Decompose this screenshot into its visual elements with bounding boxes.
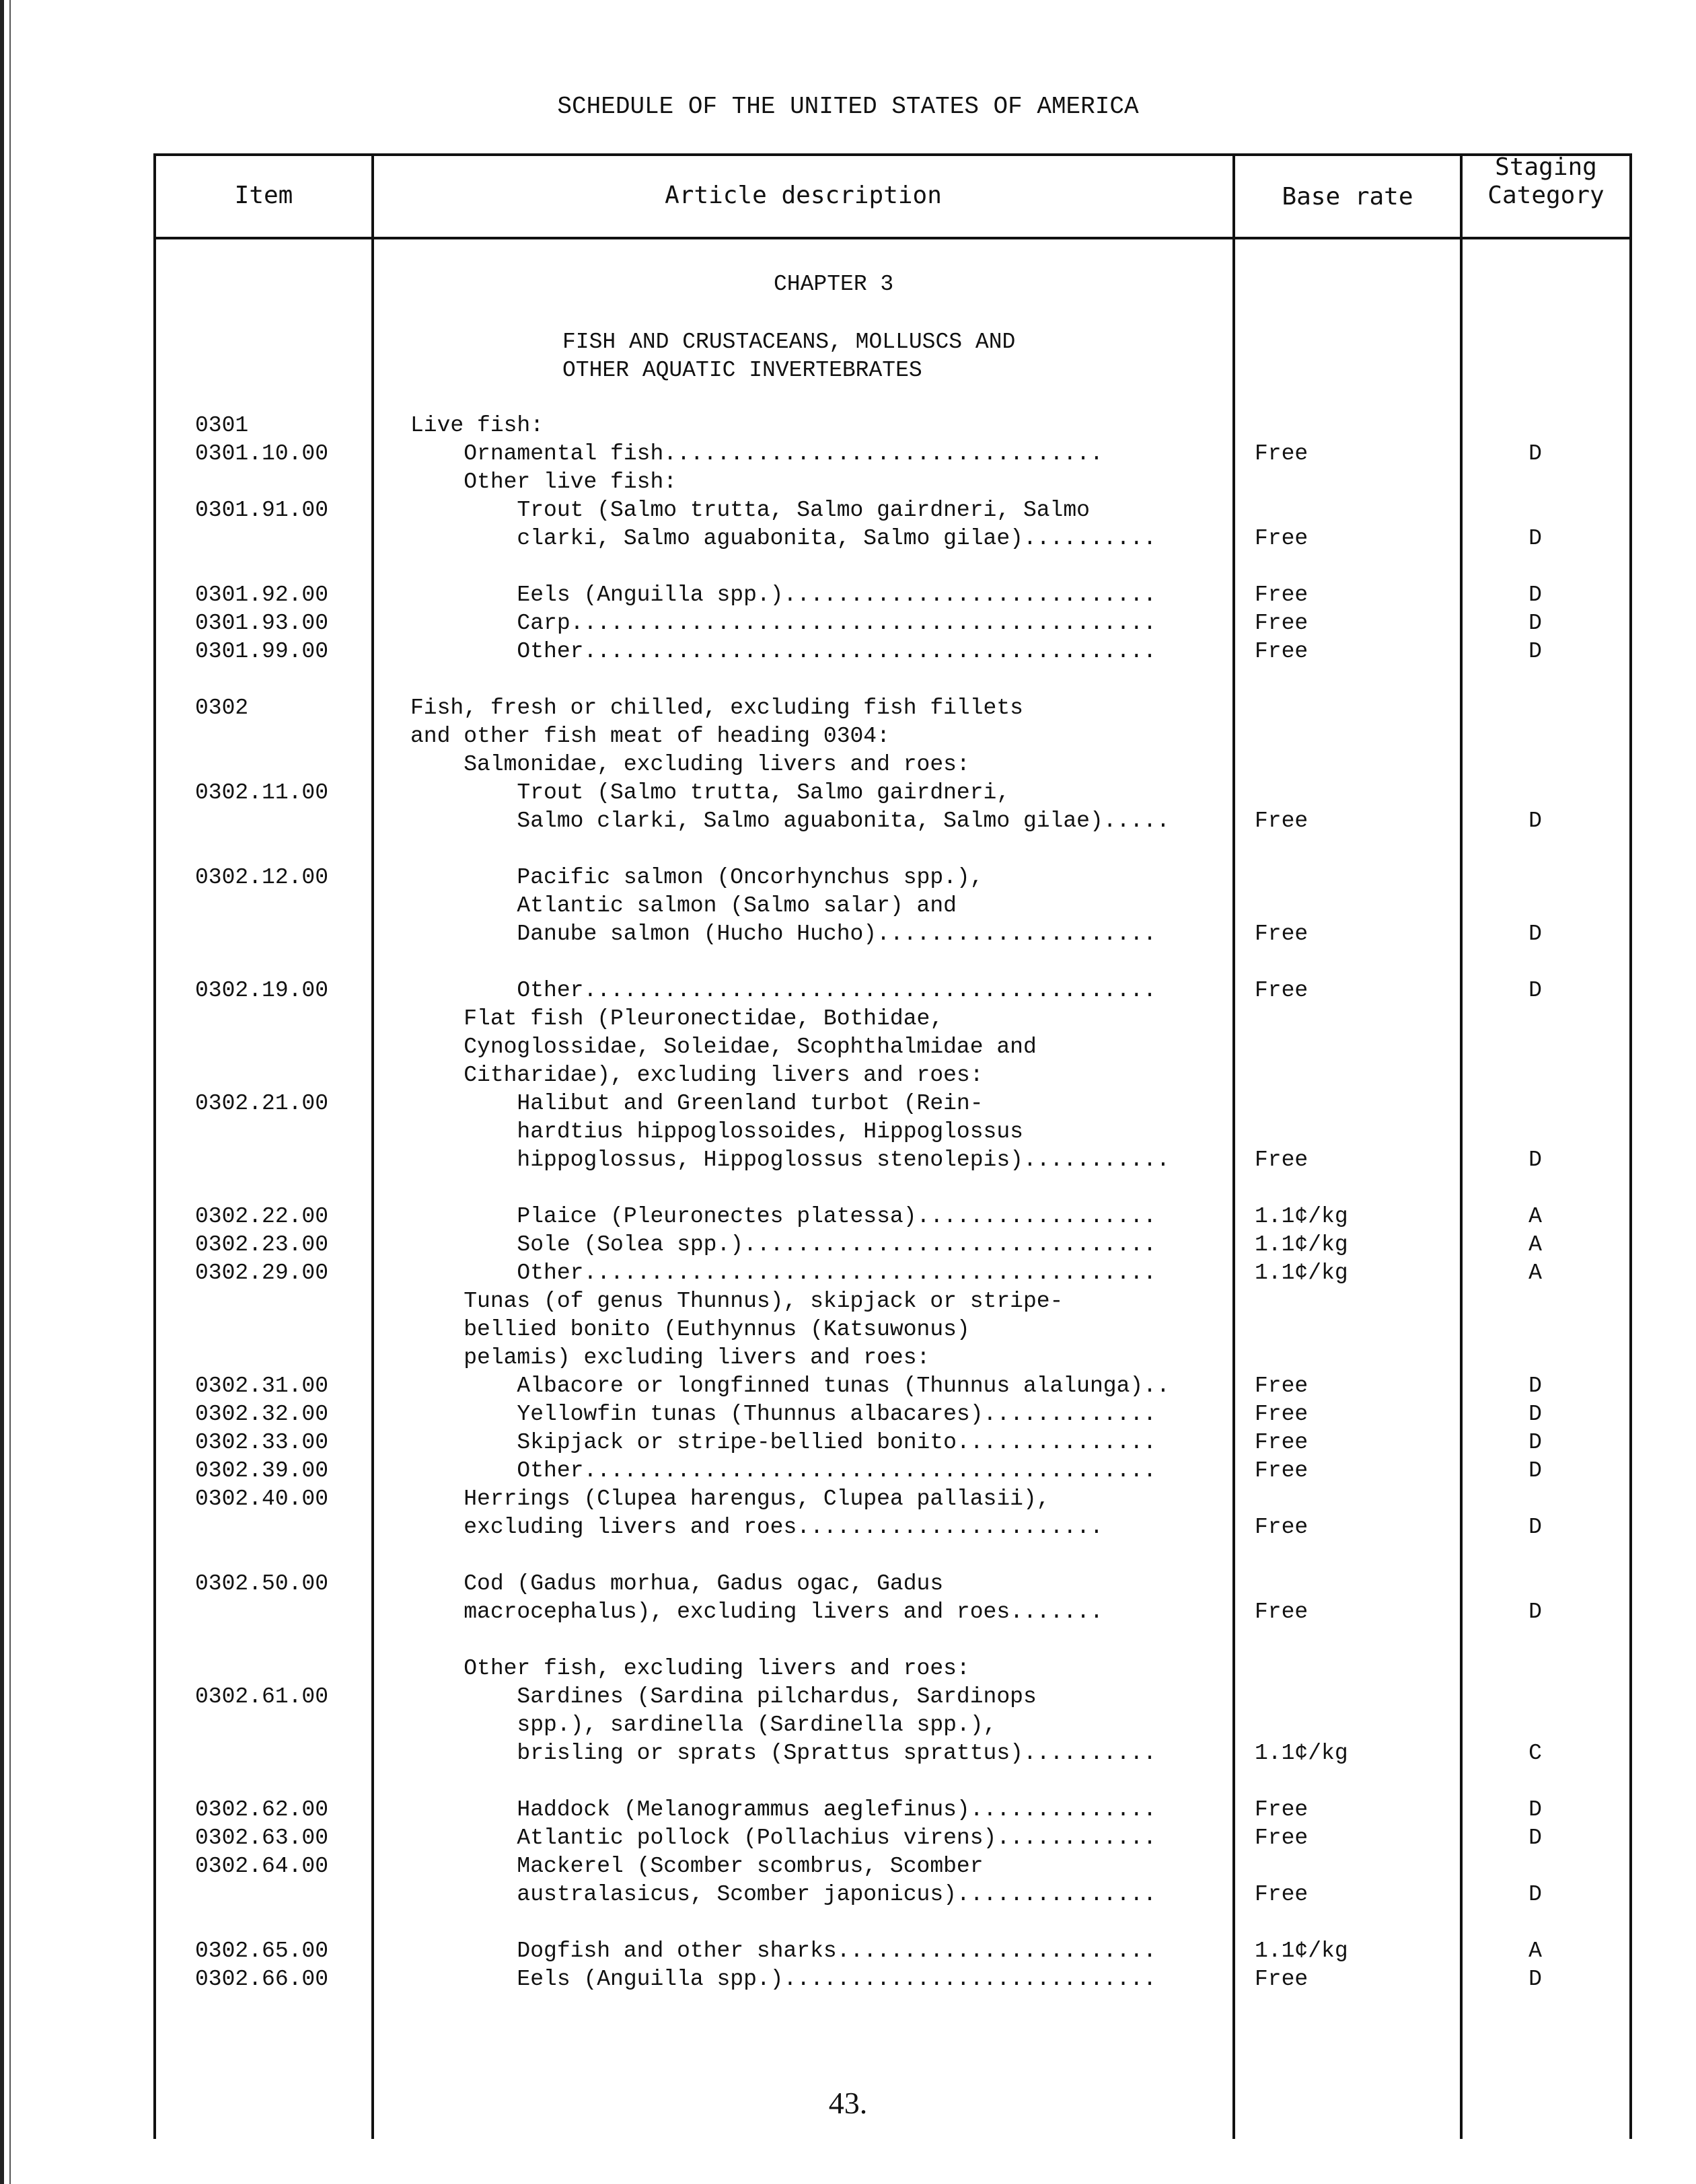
article-description: Ornamental fish................................. [410, 441, 1103, 466]
table-row [0, 1457, 1696, 1485]
item-code: 0302.22.00 [195, 1204, 329, 1229]
staging-category: D [1528, 1967, 1542, 1992]
table-row [0, 1316, 1696, 1344]
table-top-border [153, 153, 1632, 156]
item-code: 0302.40.00 [195, 1486, 329, 1511]
base-rate: 1.1¢/kg [1255, 1741, 1348, 1766]
staging-category: D [1528, 1458, 1542, 1483]
base-rate: Free [1255, 441, 1308, 466]
table-row [0, 468, 1696, 496]
article-description: clarki, Salmo aguabonita, Salmo gilae).......... [410, 526, 1156, 551]
item-code: 0302.31.00 [195, 1373, 329, 1398]
article-description: Yellowfin tunas (Thunnus albacares)............. [410, 1402, 1156, 1427]
article-description: Albacore or longfinned tunas (Thunnus alalunga).. [410, 1373, 1170, 1398]
base-rate: Free [1255, 611, 1308, 636]
base-rate: Free [1255, 921, 1308, 946]
item-code: 0302.12.00 [195, 865, 329, 890]
page-title: SCHEDULE OF THE UNITED STATES OF AMERICA [557, 93, 1139, 120]
base-rate: Free [1255, 1599, 1308, 1624]
item-code: 0302.61.00 [195, 1684, 329, 1709]
staging-category: A [1528, 1260, 1542, 1285]
header-base-rate: Base rate [1282, 183, 1413, 211]
base-rate: Free [1255, 978, 1308, 1003]
table-row [0, 1259, 1696, 1287]
article-description: hippoglossus, Hippoglossus stenolepis)........... [410, 1147, 1170, 1172]
table-row [0, 581, 1696, 609]
header-description: Article description [665, 182, 942, 209]
staging-category: D [1528, 639, 1542, 664]
table-row [0, 1203, 1696, 1231]
staging-category: D [1528, 611, 1542, 636]
table-row [0, 525, 1696, 553]
article-description: Salmo clarki, Salmo aguabonita, Salmo gilae)..... [410, 808, 1170, 833]
header-staging-line1: Staging [1495, 153, 1597, 181]
staging-category: D [1528, 441, 1542, 466]
item-code: 0302.32.00 [195, 1402, 329, 1427]
article-description: Herrings (Clupea harengus, Clupea pallasii), [410, 1486, 1050, 1511]
article-description: excluding livers and roes....................... [410, 1515, 1103, 1540]
base-rate: Free [1255, 1402, 1308, 1427]
article-description: Eels (Anguilla spp.)............................ [410, 1967, 1156, 1992]
article-description: Citharidae), excluding livers and roes: [410, 1063, 984, 1088]
item-code: 0302.63.00 [195, 1825, 329, 1850]
article-description: Dogfish and other sharks........................ [410, 1938, 1156, 1963]
table-row [0, 1852, 1696, 1881]
item-code: 0302.66.00 [195, 1967, 329, 1992]
table-row [0, 694, 1696, 722]
item-code: 0302.19.00 [195, 978, 329, 1003]
article-description: Other........................................... [410, 1458, 1156, 1483]
article-description: Sardines (Sardina pilchardus, Sardinops [410, 1684, 1037, 1709]
staging-category: D [1528, 582, 1542, 607]
table-row [0, 1598, 1696, 1626]
item-code: 0302.11.00 [195, 780, 329, 805]
table-row [0, 1683, 1696, 1711]
article-description: Trout (Salmo trutta, Salmo gairdneri, [410, 780, 1010, 805]
item-code: 0302 [195, 695, 249, 720]
table-row [0, 1400, 1696, 1429]
staging-category: D [1528, 526, 1542, 551]
chapter-heading: CHAPTER 3 [774, 272, 894, 297]
base-rate: Free [1255, 1882, 1308, 1907]
base-rate: 1.1¢/kg [1255, 1232, 1348, 1257]
staging-category: D [1528, 808, 1542, 833]
article-description: Haddock (Melanogrammus aeglefinus).............. [410, 1797, 1156, 1822]
table-row [0, 1570, 1696, 1598]
table-row [0, 1090, 1696, 1118]
staging-category: A [1528, 1938, 1542, 1963]
item-code: 0302.62.00 [195, 1797, 329, 1822]
table-row [0, 1937, 1696, 1965]
staging-category: D [1528, 1402, 1542, 1427]
table-row [0, 1429, 1696, 1457]
item-code: 0301.10.00 [195, 441, 329, 466]
base-rate: Free [1255, 1430, 1308, 1455]
article-description: Other........................................... [410, 978, 1156, 1003]
table-row [0, 722, 1696, 751]
article-description: Atlantic pollock (Pollachius virens)............ [410, 1825, 1156, 1850]
base-rate: 1.1¢/kg [1255, 1938, 1348, 1963]
base-rate: Free [1255, 1458, 1308, 1483]
article-description: pelamis) excluding livers and roes: [410, 1345, 930, 1370]
table-row [0, 1146, 1696, 1174]
article-description: australasicus, Scomber japonicus)............... [410, 1882, 1156, 1907]
base-rate: Free [1255, 582, 1308, 607]
article-description: Skipjack or stripe-bellied bonito............... [410, 1430, 1156, 1455]
page-number: 43. [828, 2086, 868, 2120]
item-code: 0301.93.00 [195, 611, 329, 636]
staging-category: D [1528, 978, 1542, 1003]
chapter-title-line1: FISH AND CRUSTACEANS, MOLLUSCS AND [562, 330, 1016, 354]
article-description: Other fish, excluding livers and roes: [410, 1656, 970, 1681]
table-row [0, 638, 1696, 666]
table-row [0, 751, 1696, 779]
table-row [0, 440, 1696, 468]
table-row [0, 1372, 1696, 1400]
staging-category: D [1528, 1430, 1542, 1455]
staging-category: A [1528, 1232, 1542, 1257]
base-rate: Free [1255, 1967, 1308, 1992]
table-row [0, 892, 1696, 920]
table-row [0, 977, 1696, 1005]
staging-category: A [1528, 1204, 1542, 1229]
staging-category: D [1528, 1825, 1542, 1850]
staging-category: D [1528, 1599, 1542, 1624]
base-rate: 1.1¢/kg [1255, 1204, 1348, 1229]
article-description: Eels (Anguilla spp.)............................ [410, 582, 1156, 607]
table-row [0, 1033, 1696, 1061]
base-rate: Free [1255, 1797, 1308, 1822]
staging-category: D [1528, 1882, 1542, 1907]
staging-category: D [1528, 1147, 1542, 1172]
item-code: 0301.91.00 [195, 498, 329, 523]
staging-category: D [1528, 1373, 1542, 1398]
table-row [0, 807, 1696, 835]
table-row [0, 1287, 1696, 1316]
header-item: Item [234, 182, 293, 209]
article-description: Danube salmon (Hucho Hucho)..................... [410, 921, 1156, 946]
article-description: Pacific salmon (Oncorhynchus spp.), [410, 865, 984, 890]
item-code: 0302.65.00 [195, 1938, 329, 1963]
table-row [0, 1711, 1696, 1739]
article-description: Other live fish: [410, 469, 677, 494]
article-description: Mackerel (Scomber scombrus, Scomber [410, 1854, 984, 1879]
table-row [0, 1118, 1696, 1146]
base-rate: Free [1255, 1515, 1308, 1540]
article-description: Sole (Solea spp.)............................... [410, 1232, 1156, 1257]
staging-category: D [1528, 921, 1542, 946]
base-rate: Free [1255, 639, 1308, 664]
table-row [0, 1739, 1696, 1768]
table-row [0, 1061, 1696, 1090]
article-description: Salmonidae, excluding livers and roes: [410, 752, 970, 777]
table-row [0, 1344, 1696, 1372]
base-rate: Free [1255, 1825, 1308, 1850]
article-description: Flat fish (Pleuronectidae, Bothidae, [410, 1006, 944, 1031]
item-code: 0302.50.00 [195, 1571, 329, 1596]
article-description: brisling or sprats (Sprattus sprattus).......... [410, 1741, 1156, 1766]
table-row [0, 1965, 1696, 1994]
item-code: 0302.33.00 [195, 1430, 329, 1455]
article-description: Plaice (Pleuronectes platessa).................. [410, 1204, 1156, 1229]
header-bottom-border [153, 237, 1632, 239]
table-row [0, 779, 1696, 807]
item-code: 0302.23.00 [195, 1232, 329, 1257]
item-code: 0301.92.00 [195, 582, 329, 607]
table-row [0, 1485, 1696, 1513]
base-rate: 1.1¢/kg [1255, 1260, 1348, 1285]
article-description: Trout (Salmo trutta, Salmo gairdneri, Salmo [410, 498, 1090, 523]
article-description: spp.), sardinella (Sardinella spp.), [410, 1712, 997, 1737]
staging-category: D [1528, 1515, 1542, 1540]
base-rate: Free [1255, 1373, 1308, 1398]
article-description: Tunas (of genus Thunnus), skipjack or stripe- [410, 1289, 1064, 1314]
staging-category: D [1528, 1797, 1542, 1822]
article-description: and other fish meat of heading 0304: [410, 724, 890, 749]
article-description: bellied bonito (Euthynnus (Katsuwonus) [410, 1317, 970, 1342]
article-description: Other........................................... [410, 639, 1156, 664]
table-row [0, 412, 1696, 440]
item-code: 0302.64.00 [195, 1854, 329, 1879]
table-row [0, 1655, 1696, 1683]
table-row [0, 496, 1696, 525]
item-code: 0302.21.00 [195, 1091, 329, 1116]
table-row [0, 1513, 1696, 1542]
article-description: Cynoglossidae, Soleidae, Scophthalmidae and [410, 1034, 1037, 1059]
chapter-title-line2: OTHER AQUATIC INVERTEBRATES [562, 358, 922, 383]
item-code: 0301 [195, 413, 249, 438]
table-row [0, 864, 1696, 892]
item-code: 0302.39.00 [195, 1458, 329, 1483]
article-description: Carp............................................ [410, 611, 1156, 636]
base-rate: Free [1255, 526, 1308, 551]
article-description: Other........................................... [410, 1260, 1156, 1285]
table-row [0, 1824, 1696, 1852]
table-row [0, 1231, 1696, 1259]
article-description: macrocephalus), excluding livers and roes....... [410, 1599, 1103, 1624]
table-row [0, 920, 1696, 948]
article-description: Cod (Gadus morhua, Gadus ogac, Gadus [410, 1571, 944, 1596]
article-description: Atlantic salmon (Salmo salar) and [410, 893, 957, 918]
item-code: 0302.29.00 [195, 1260, 329, 1285]
staging-category: C [1528, 1741, 1542, 1766]
table-row [0, 1005, 1696, 1033]
table-row [0, 609, 1696, 638]
article-description: Live fish: [410, 413, 544, 438]
article-description: hardtius hippoglossoides, Hippoglossus [410, 1119, 1023, 1144]
base-rate: Free [1255, 1147, 1308, 1172]
base-rate: Free [1255, 808, 1308, 833]
table-row [0, 1796, 1696, 1824]
article-description: Halibut and Greenland turbot (Rein- [410, 1091, 984, 1116]
article-description: Fish, fresh or chilled, excluding fish fillets [410, 695, 1023, 720]
table-row [0, 1881, 1696, 1909]
header-staging-line2: Category [1487, 182, 1605, 209]
item-code: 0301.99.00 [195, 639, 329, 664]
